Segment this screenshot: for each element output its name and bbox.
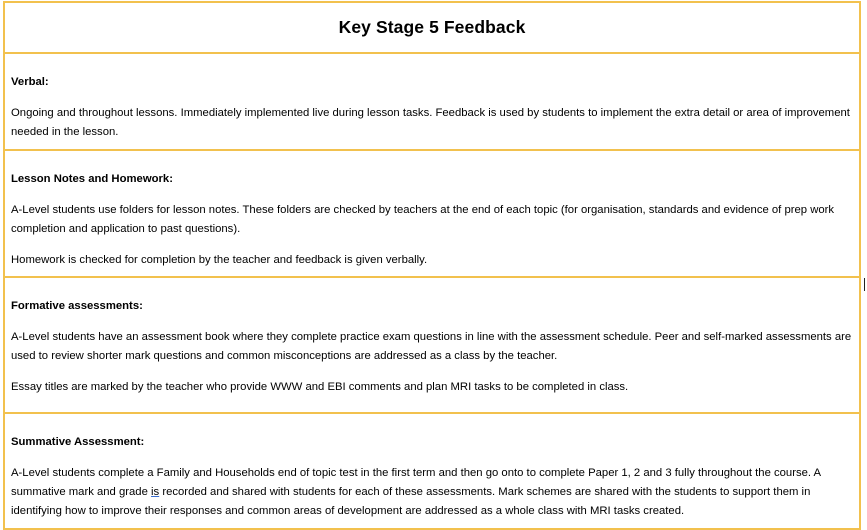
- section-summative: [5, 412, 859, 528]
- section-heading: Formative assessments:: [11, 300, 143, 312]
- section-paragraph: A-Level students use folders for lesson notes. These folders are checked by teachers at the end of each topic (for organisation, standards and evidence of prep work completion and application to past questions).: [11, 204, 835, 235]
- paragraph-text: A-Level students complete a Family and Households end of topic test in the first term and then go onto to complete Paper 1, 2 and 3 fully throughout the course. A summative mark and grade: [11, 467, 821, 498]
- feedback-table: [3, 1, 861, 530]
- section-formative: [5, 276, 859, 412]
- section-paragraph: A-Level students have an assessment book where they complete practice exam questions in line with the assessment schedule. Peer and self-marked assessments are used to review shorter mark questions and common misconceptions are addressed as a class by the teacher.: [11, 331, 852, 362]
- text-cursor-icon: [864, 278, 865, 291]
- section-heading: Lesson Notes and Homework:: [11, 173, 173, 185]
- section-paragraph: [11, 452, 853, 521]
- section-heading: Summative Assessment:: [11, 436, 145, 448]
- document-title: Key Stage 5 Feedback: [338, 17, 526, 37]
- section-paragraph: Homework is checked for completion by the teacher and feedback is given verbally.: [11, 254, 428, 266]
- section-lesson-notes: [5, 149, 859, 276]
- spellcheck-underlined-word: is: [151, 486, 160, 498]
- title-row: [5, 3, 859, 52]
- section-verbal: [5, 52, 859, 149]
- paragraph-text: recorded and shared with students for each of these assessments. Mark schemes are shared with the students to support them in identifying how to improve their responses and common areas of development are addressed as a whole class with MRI tasks created.: [11, 486, 811, 517]
- section-paragraph: Essay titles are marked by the teacher who provide WWW and EBI comments and plan MRI tasks to be completed in class.: [11, 381, 629, 393]
- section-heading: Verbal:: [11, 76, 49, 88]
- section-paragraph: Ongoing and throughout lessons. Immediately implemented live during lesson tasks. Feedback is used by students to implement the extra detail or area of improvement needed in the lesson.: [11, 107, 850, 138]
